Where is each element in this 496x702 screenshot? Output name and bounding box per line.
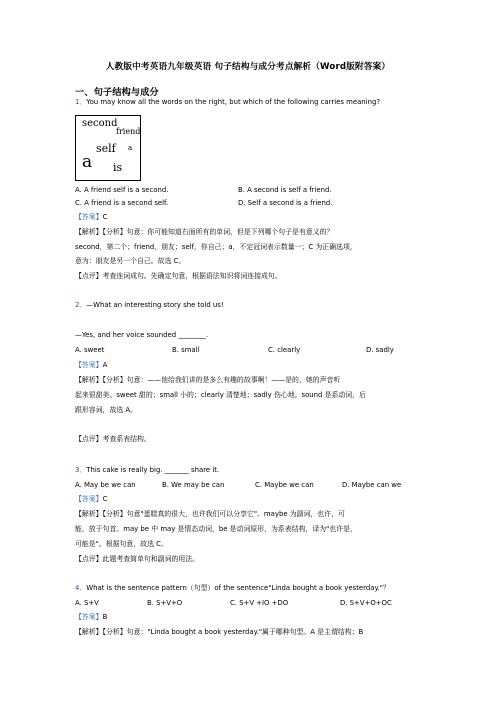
q3-option-b: B. We may be can — [162, 481, 225, 489]
q1-option-a: A. A friend self is a second. — [75, 186, 169, 194]
q4-answer-value: B — [102, 613, 108, 621]
q1-answer-value: C — [102, 213, 108, 221]
q3-comment: 【点评】此题考查简单句和副词的用法。 — [75, 555, 200, 563]
figure-word-self: self — [96, 142, 116, 155]
q3-option-d: D. Maybe can we — [342, 481, 402, 489]
q2-analysis-line3: 跟形容词，故选 A。 — [75, 406, 138, 414]
q1-comment: 【点评】考查连词成句。先确定句意，根据语法知识将词连接成句。 — [75, 272, 282, 280]
q3-analysis-line3: 可能是"。根据句意，故选 C。 — [75, 540, 168, 548]
q3-answer — [75, 495, 107, 504]
q2-answer — [75, 361, 107, 370]
q1-option-d: D. Self a second is a friend. — [238, 199, 333, 207]
q4-option-b: B. S+V+O — [147, 599, 183, 607]
q1-analysis-line2: second，第二个；friend，朋友；self，你自己；a，不定冠词表示数量一；C 为正确选项， — [75, 243, 357, 251]
q2-stem — [75, 301, 224, 310]
q1-option-c: C. A friend is a second self. — [75, 199, 169, 207]
q2-option-a: A. sweet — [75, 346, 105, 354]
figure-word-is: is — [113, 161, 123, 174]
figure-word-second: second — [82, 118, 118, 129]
q1-analysis-line1: 【解析】【分析】句意：你可能知道右面所有的单词，但是下列哪个句子是有意义的？ — [75, 228, 334, 236]
q4-stem-text: What is the sentence pattern（句型）of the sentence"Linda bought a book yesterday."？ — [86, 584, 390, 592]
q1-analysis-line3: 意为：朋友是另一个自己。故选 C。 — [75, 257, 186, 265]
q3-option-a: A. May be we can — [75, 481, 136, 489]
q4-option-d: D. S+V+O+OC — [340, 599, 392, 607]
q2-answer-tag: 【答案】 — [75, 361, 103, 369]
q4-option-a: A. S+V — [75, 599, 99, 607]
q2-stem2: —Yes, and her voice sounded ________. — [75, 331, 209, 339]
q4-stem — [75, 584, 390, 593]
figure-word-a-big: a — [82, 152, 93, 172]
q2-option-b: B. small — [172, 346, 200, 354]
q1-number: 1． — [75, 98, 87, 106]
q2-analysis-line1: 【解析】【分析】句意：——他给我们讲的是多么有趣的故事啊！——是的，她的声音听 — [75, 376, 341, 384]
q1-option-b: B. A second is self a friend. — [238, 186, 332, 194]
q4-analysis-line1: 【解析】【分析】句意："Linda bought a book yesterday."属于哪种句型。A 是主谓结构；B — [75, 628, 364, 636]
q1-answer — [75, 213, 107, 222]
q2-option-d: D. sadly — [366, 346, 394, 354]
q3-analysis-line2: 能，放于句首。may be 中 may 是情态动词，be 是动词原形，为系表结构，译为"也许是， — [75, 525, 357, 533]
q2-stem-text: —What an interesting story she told us! — [86, 301, 224, 309]
word-figure — [75, 115, 141, 181]
q4-answer-tag: 【答案】 — [75, 613, 103, 621]
q2-number: 2． — [75, 301, 87, 309]
q2-answer-value: A — [102, 361, 108, 369]
section-heading: 一、句子结构与成分 — [75, 87, 159, 98]
q1-answer-tag: 【答案】 — [75, 213, 103, 221]
q2-option-c: C. clearly — [268, 346, 301, 354]
page-title: 人教版中考英语九年级英语 句子结构与成分考点解析（Word版附答案） — [105, 62, 391, 72]
q4-answer — [75, 613, 107, 622]
q4-option-c: C. S+V +IO +DO — [230, 599, 289, 607]
q3-stem — [75, 466, 219, 475]
q2-comment: 【点评】考查系表结构。 — [75, 435, 151, 443]
q3-analysis-line1: 【解析】【分析】句意"蛋糕真的很大，也许我们可以分享它"。maybe 为副词，也许，可 — [75, 510, 345, 518]
q3-option-c: C. Maybe we can — [255, 481, 314, 489]
q2-analysis-line2: 起来很甜美。sweet 甜的；small 小的；clearly 清楚地；sadly 伤心地。sound 是系动词，后 — [75, 391, 366, 399]
q1-stem-text: You may know all the words on the right, but which of the following carries meaning? — [86, 98, 380, 106]
figure-word-a-small: a — [128, 144, 133, 152]
q3-number: 3． — [75, 466, 87, 474]
q1-stem — [75, 98, 380, 107]
q3-stem-text: This cake is really big. _______ share it. — [86, 466, 220, 474]
q4-number: 4． — [75, 584, 87, 592]
figure-word-friend: friend — [116, 127, 141, 136]
q3-answer-value: C — [102, 495, 108, 503]
q3-answer-tag: 【答案】 — [75, 495, 103, 503]
